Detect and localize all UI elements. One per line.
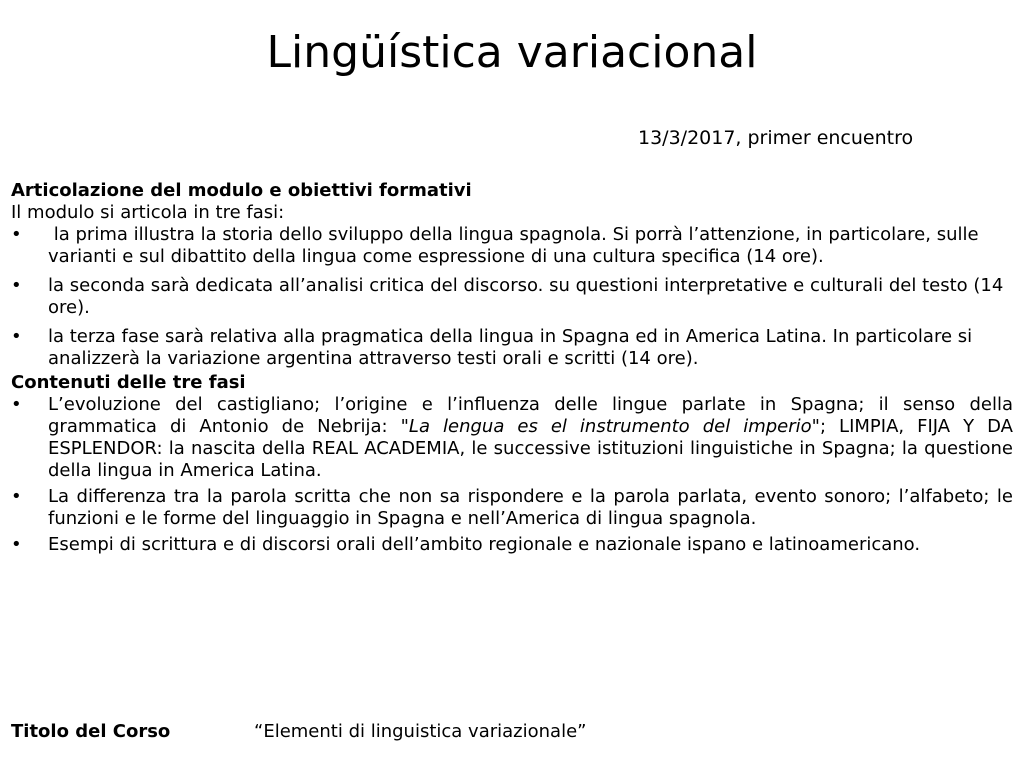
slide-subtitle-date: 13/3/2017, primer encuentro [638, 127, 914, 149]
course-title-line [11, 721, 586, 743]
bullet-icon: • [11, 394, 22, 415]
list-item-text-part: "; LIMPIA, FIJA Y DA ESPLENDOR: la nascita della REAL ACADEMIA, le successive istituzioni linguistiche in Spagna; la questione della lingua in America Latina. [48, 416, 1013, 481]
list-item-text: La differenza tra la parola scritta che non sa rispondere e la parola parlata, evento sonoro; l’alfabeto; le funzioni e le forme del linguaggio in Spagna e nell’America di lingua spagnola. [48, 486, 1013, 529]
bullet-icon: • [11, 486, 22, 507]
list-item-text: la terza fase sarà relativa alla pragmatica della lingua in Spagna ed in America Latina. In particolare si analizzerà la variazione argentina attraverso testi orali e scritti (14 ore). [48, 326, 973, 369]
list-item-text: la prima illustra la storia dello sviluppo della lingua spagnola. Si porrà l’attenzione, in particolare, sulle varianti e sul dibattito della lingua come espressione di una cultura specifica (14 ore). [48, 224, 985, 267]
section-heading-articolazione: Articolazione del modulo e obiettivi formativi [11, 180, 472, 201]
list-item-text: la seconda sarà dedicata all’analisi critica del discorso. su questioni interpretative e culturali del testo (14 ore). [48, 275, 1004, 318]
slide-title: Lingüística variacional [266, 27, 758, 78]
course-title-value: “Elementi di linguistica variazionale” [254, 721, 587, 742]
section-heading-contenuti: Contenuti delle tre fasi [11, 372, 246, 393]
contents-list [11, 394, 1013, 556]
list-item-content-1 [11, 394, 1013, 482]
phases-list [11, 224, 1013, 370]
list-item-phase-1 [11, 224, 1013, 268]
list-item-phase-3 [11, 326, 1013, 370]
section-intro: Il modulo si articola in tre fasi: [11, 202, 285, 223]
list-item-text: Esempi di scrittura e di discorsi orali dell’ambito regionale e nazionale ispano e latinoamericano. [48, 534, 921, 555]
bullet-icon: • [11, 224, 22, 245]
list-item-text-part: L’evoluzione del castigliano; l’origine e l’influenza delle lingue parlate in Spagna; il senso della grammatica di Antonio de Nebrija: " [48, 394, 1013, 437]
bullet-icon: • [11, 275, 22, 296]
list-item-quote-italic: La lengua es el instrumento del imperio [408, 416, 812, 437]
list-item-content-3 [11, 534, 1013, 556]
list-item-content-2 [11, 486, 1013, 530]
course-title-label: Titolo del Corso [11, 721, 171, 742]
bullet-icon: • [11, 326, 22, 347]
bullet-icon: • [11, 534, 22, 555]
slide-body [11, 180, 1013, 560]
list-item-phase-2 [11, 275, 1013, 319]
